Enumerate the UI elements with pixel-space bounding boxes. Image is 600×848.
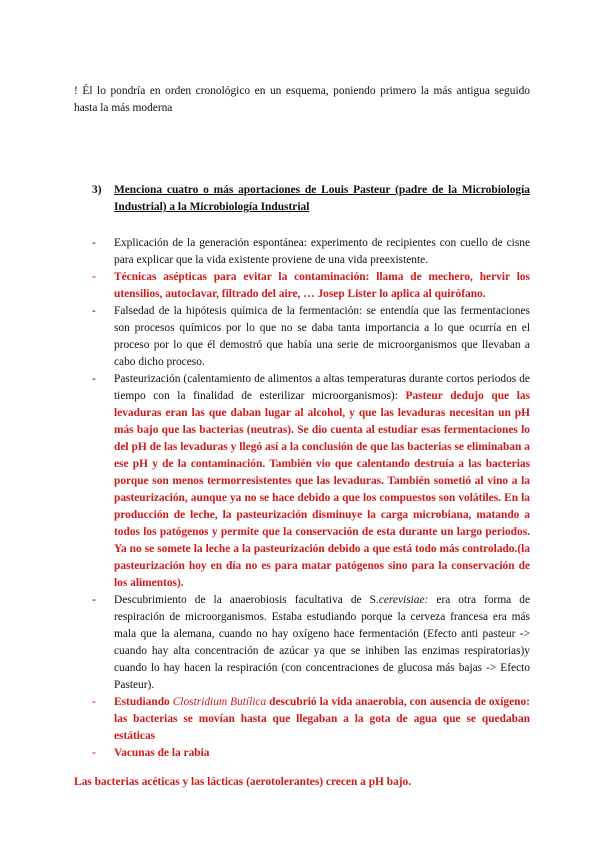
list-item-text: Explicación de la generación espontánea: experimento de recipientes con cuello de cisne para explicar que la vida existente proviene de una vida preexistente. <box>114 237 530 266</box>
list-item <box>92 269 530 303</box>
question-heading <box>92 182 530 216</box>
clostridium-body: descubrió la vida anaerobia, con ausencia de oxígeno: las bacterias se movían hasta que llegaban a la gota de agua que se quedaban estáticas <box>114 696 530 742</box>
footer-note: Las bacterias acéticas y las lácticas (aerotolerantes) crecen a pH bajo. <box>74 776 412 789</box>
list-item <box>92 694 530 745</box>
anaerobiosis-intro: Descubrimiento de la anaerobiosis facultativa de S. <box>114 594 379 606</box>
list-bullet: - <box>92 696 96 708</box>
list-bullet: - <box>92 747 96 759</box>
list-bullet: - <box>92 594 96 606</box>
list-bullet: - <box>92 237 96 249</box>
pasteurization-notes: Pasteur dedujo que las levaduras eran las que daban lugar al alcohol, y que las levaduras necesitan un pH más bajo que las bacterias (neutras). Se dio cuenta al estudiar esas fermentaciones lo del pH de las levaduras y llegó así a la conclusión de que las bacterias se eliminaban a ese pH y de la contaminación. También vio que calentando destruía a las bacterias porque son menos termorresistentes que las levaduras. También sometió al vino a la pasteurización, aunque ya no se hace debido a que los compuestos son volátiles. En la producción de leche, la pasteurización disminuye la carga microbiana, matando a todos los patógenos y permite que la conservación de esta durante un largo periodos. Ya no se somete la leche a la pasteurización debido a que está todo más controlado.(la pasteurización hoy en día no es para matar patógenos sino para la conservación de los alimentos). <box>114 390 530 589</box>
list-item <box>92 592 530 694</box>
list-item-text: Falsedad de la hipótesis química de la fermentación: se entendía que las fermentaciones son procesos químicos por lo que no se daba tanta importancia a lo que ocurría en el proceso por lo que él demostró que había una serie de microorganismos que llevaban a cabo dicho proceso. <box>114 305 530 368</box>
list-bullet: - <box>92 271 96 283</box>
pasteurization-definition: Pasteurización (calentamiento de alimentos a altas temperaturas durante cortos periodos de tiempo con la finalidad de esterilizar microorganismos): <box>114 373 530 402</box>
list-item-text <box>114 694 530 745</box>
species-name: cerevisiae: <box>378 594 429 606</box>
contributions-list <box>92 235 530 762</box>
intro-paragraph: ! Él lo pondría en orden cronológico en un esquema, poniendo primero la más antigua seguido hasta la más moderna <box>74 85 530 115</box>
list-item-text: Técnicas asépticas para evitar la contaminación: llama de mechero, hervir los utensilios, autoclavar, filtrado del aire, … Josep Lister lo aplica al quirófano. <box>114 271 530 300</box>
list-item <box>92 371 530 592</box>
question-number: 3) <box>92 184 102 196</box>
list-bullet: - <box>92 305 96 317</box>
anaerobiosis-body: era otra forma de respiración de microorganismos. Estaba estudiando porque la cerveza francesa era más mala que la alemana, cuando no hay oxígeno hace fermentación (Efecto anti pasteur -> cuando hay alta concentración de azúcar ya que se inhiben las enzimas respiratorias)y cuando lo hay hacen la respiración (con concentraciones de glucosa más bajas -> Efecto Pasteur). <box>114 594 531 691</box>
list-item <box>92 235 530 269</box>
clostridium-intro: Estudiando <box>114 696 173 708</box>
list-item <box>92 745 530 762</box>
question-text: Menciona cuatro o más aportaciones de Louis Pasteur (padre de la Microbiología Industrial) a la Microbiología Industrial <box>114 184 530 213</box>
list-item-text <box>114 371 530 592</box>
list-bullet: - <box>92 373 96 385</box>
species-name: Clostridium Butílica <box>172 696 267 708</box>
list-item-text <box>114 592 530 694</box>
list-item <box>92 303 530 371</box>
list-item-text: Vacunas de la rabia <box>114 747 210 759</box>
